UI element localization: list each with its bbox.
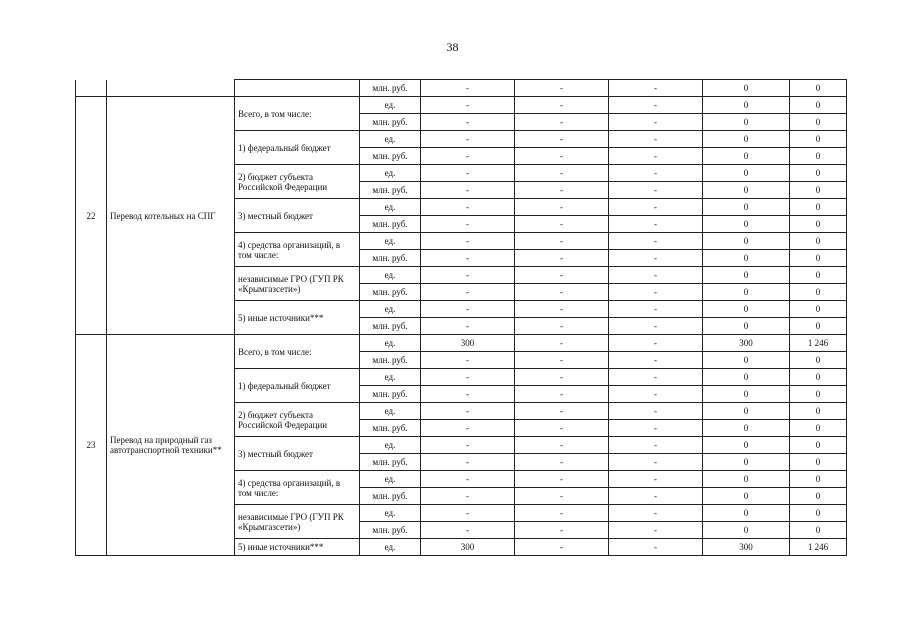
value-cell: 1 246 (790, 335, 847, 352)
funding-source: независимые ГРО (ГУП РК «Крымгазсети») (235, 267, 360, 301)
unit-cell: ед. (360, 165, 421, 182)
funding-source: 3) местный бюджет (235, 437, 360, 471)
value-cell: - (609, 318, 703, 335)
unit-cell: млн. руб. (360, 148, 421, 165)
value-cell: - (609, 80, 703, 97)
funding-source: 2) бюджет субъекта Российской Федерации (235, 403, 360, 437)
value-cell: 0 (703, 420, 790, 437)
value-cell: - (515, 233, 609, 250)
value-cell: 0 (703, 471, 790, 488)
value-cell: 0 (790, 471, 847, 488)
value-cell: - (515, 369, 609, 386)
value-cell: 0 (703, 352, 790, 369)
unit-cell: ед. (360, 505, 421, 522)
value-cell: - (515, 301, 609, 318)
value-cell: - (515, 165, 609, 182)
unit-cell: млн. руб. (360, 488, 421, 505)
value-cell: 0 (790, 216, 847, 233)
value-cell: 0 (790, 250, 847, 267)
value-cell: - (421, 284, 515, 301)
value-cell: 0 (703, 284, 790, 301)
value-cell: 0 (703, 318, 790, 335)
value-cell: 0 (790, 386, 847, 403)
value-cell: 0 (703, 233, 790, 250)
unit-cell: ед. (360, 437, 421, 454)
value-cell: 0 (790, 522, 847, 539)
value-cell: - (421, 454, 515, 471)
value-cell: 0 (703, 505, 790, 522)
unit-cell: ед. (360, 403, 421, 420)
unit-cell: млн. руб. (360, 182, 421, 199)
item-name: Перевод котельных на СПГ (107, 97, 235, 335)
item-name: Перевод на природный газ автотранспортной техники** (107, 335, 235, 556)
value-cell: - (609, 352, 703, 369)
value-cell: 0 (790, 352, 847, 369)
unit-cell: ед. (360, 233, 421, 250)
value-cell: - (421, 522, 515, 539)
value-cell: - (515, 114, 609, 131)
value-cell: - (515, 318, 609, 335)
value-cell: 0 (703, 454, 790, 471)
value-cell: - (609, 403, 703, 420)
value-cell: 0 (703, 403, 790, 420)
unit-cell: ед. (360, 199, 421, 216)
value-cell: - (515, 216, 609, 233)
item-number-cell (76, 80, 107, 97)
unit-cell: млн. руб. (360, 80, 421, 97)
value-cell: - (421, 352, 515, 369)
unit-cell: ед. (360, 335, 421, 352)
value-cell: - (421, 80, 515, 97)
value-cell: - (609, 488, 703, 505)
funding-source: 4) средства организаций, в том числе: (235, 471, 360, 505)
value-cell: - (515, 148, 609, 165)
value-cell: 0 (703, 199, 790, 216)
unit-cell: млн. руб. (360, 318, 421, 335)
value-cell: - (421, 488, 515, 505)
value-cell: - (609, 301, 703, 318)
value-cell: - (515, 505, 609, 522)
value-cell: - (609, 505, 703, 522)
unit-cell: млн. руб. (360, 420, 421, 437)
unit-cell: млн. руб. (360, 250, 421, 267)
value-cell: - (609, 539, 703, 556)
table-body (76, 80, 847, 556)
funding-source: 2) бюджет субъекта Российской Федерации (235, 165, 360, 199)
value-cell: 0 (703, 216, 790, 233)
value-cell: - (515, 131, 609, 148)
funding-source: 4) средства организаций, в том числе: (235, 233, 360, 267)
unit-cell: млн. руб. (360, 522, 421, 539)
value-cell: 0 (703, 369, 790, 386)
value-cell: 0 (703, 97, 790, 114)
value-cell: 1 246 (790, 539, 847, 556)
funding-source: 3) местный бюджет (235, 199, 360, 233)
unit-cell: млн. руб. (360, 454, 421, 471)
value-cell: - (515, 437, 609, 454)
value-cell: 300 (703, 539, 790, 556)
value-cell: - (515, 539, 609, 556)
value-cell: - (609, 250, 703, 267)
value-cell: - (421, 505, 515, 522)
value-cell: - (609, 454, 703, 471)
value-cell: 0 (703, 148, 790, 165)
value-cell: - (609, 471, 703, 488)
value-cell: - (609, 369, 703, 386)
value-cell: 0 (790, 233, 847, 250)
unit-cell: млн. руб. (360, 216, 421, 233)
value-cell: - (421, 250, 515, 267)
value-cell: 0 (703, 301, 790, 318)
value-cell: 0 (703, 437, 790, 454)
value-cell: 300 (421, 539, 515, 556)
value-cell: - (609, 97, 703, 114)
value-cell: - (421, 369, 515, 386)
value-cell: 0 (790, 80, 847, 97)
value-cell: 0 (790, 284, 847, 301)
funding-source: 1) федеральный бюджет (235, 131, 360, 165)
value-cell: 0 (790, 148, 847, 165)
value-cell: 0 (703, 522, 790, 539)
value-cell: 0 (790, 420, 847, 437)
funding-source: 5) иные источники*** (235, 539, 360, 556)
value-cell: - (515, 420, 609, 437)
value-cell: - (421, 301, 515, 318)
value-cell: 0 (703, 182, 790, 199)
table-row (76, 97, 847, 114)
value-cell: - (421, 267, 515, 284)
data-table (75, 79, 847, 556)
value-cell: - (609, 199, 703, 216)
value-cell: 0 (790, 488, 847, 505)
value-cell: - (609, 216, 703, 233)
item-number: 22 (76, 97, 107, 335)
value-cell: 0 (790, 318, 847, 335)
value-cell: - (609, 420, 703, 437)
value-cell: - (515, 250, 609, 267)
value-cell: - (515, 284, 609, 301)
value-cell: 0 (790, 403, 847, 420)
value-cell: - (421, 131, 515, 148)
unit-cell: ед. (360, 267, 421, 284)
funding-source: 1) федеральный бюджет (235, 369, 360, 403)
value-cell: - (421, 318, 515, 335)
value-cell: 0 (790, 199, 847, 216)
unit-cell: ед. (360, 539, 421, 556)
value-cell: - (515, 267, 609, 284)
table-row (76, 80, 847, 97)
value-cell: - (609, 148, 703, 165)
value-cell: - (515, 522, 609, 539)
value-cell: 0 (790, 301, 847, 318)
value-cell: 0 (790, 182, 847, 199)
value-cell: - (421, 216, 515, 233)
value-cell: 0 (703, 250, 790, 267)
value-cell: 0 (790, 131, 847, 148)
unit-cell: ед. (360, 471, 421, 488)
value-cell: - (421, 148, 515, 165)
value-cell: - (515, 80, 609, 97)
value-cell: 0 (790, 165, 847, 182)
value-cell: - (421, 471, 515, 488)
unit-cell: млн. руб. (360, 386, 421, 403)
value-cell: - (515, 488, 609, 505)
value-cell: 0 (790, 505, 847, 522)
value-cell: - (421, 437, 515, 454)
value-cell: 0 (703, 267, 790, 284)
funding-source: Всего, в том числе: (235, 97, 360, 131)
value-cell: 300 (421, 335, 515, 352)
value-cell: - (421, 114, 515, 131)
value-cell: 0 (790, 369, 847, 386)
table-row (76, 335, 847, 352)
value-cell: - (421, 199, 515, 216)
value-cell: - (421, 165, 515, 182)
value-cell: - (515, 352, 609, 369)
funding-source: Всего, в том числе: (235, 335, 360, 369)
value-cell: - (421, 420, 515, 437)
value-cell: 300 (703, 335, 790, 352)
unit-cell: ед. (360, 97, 421, 114)
value-cell: - (609, 165, 703, 182)
unit-cell: ед. (360, 369, 421, 386)
value-cell: 0 (703, 80, 790, 97)
unit-cell: млн. руб. (360, 352, 421, 369)
value-cell: - (515, 403, 609, 420)
value-cell: 0 (790, 267, 847, 284)
value-cell: - (609, 267, 703, 284)
value-cell: - (609, 233, 703, 250)
value-cell: - (609, 437, 703, 454)
value-cell: - (515, 471, 609, 488)
value-cell: - (421, 386, 515, 403)
page-number: 38 (446, 40, 459, 54)
unit-cell: млн. руб. (360, 114, 421, 131)
value-cell: - (515, 97, 609, 114)
value-cell: 0 (790, 437, 847, 454)
value-cell: 0 (703, 386, 790, 403)
value-cell: - (609, 131, 703, 148)
value-cell: - (515, 182, 609, 199)
value-cell: - (421, 233, 515, 250)
value-cell: - (515, 199, 609, 216)
value-cell: - (609, 182, 703, 199)
item-name-cell (107, 80, 235, 97)
value-cell: - (515, 335, 609, 352)
value-cell: - (421, 403, 515, 420)
value-cell: - (421, 182, 515, 199)
funding-source: 5) иные источники*** (235, 301, 360, 335)
value-cell: - (421, 97, 515, 114)
value-cell: 0 (703, 165, 790, 182)
value-cell: - (609, 114, 703, 131)
item-number: 23 (76, 335, 107, 556)
value-cell: - (515, 386, 609, 403)
value-cell: - (609, 284, 703, 301)
value-cell: 0 (790, 454, 847, 471)
value-cell: - (515, 454, 609, 471)
value-cell: 0 (790, 114, 847, 131)
value-cell: 0 (703, 488, 790, 505)
unit-cell: млн. руб. (360, 284, 421, 301)
value-cell: 0 (790, 97, 847, 114)
unit-cell: ед. (360, 131, 421, 148)
source-cell (235, 80, 360, 97)
value-cell: - (609, 522, 703, 539)
value-cell: 0 (703, 114, 790, 131)
value-cell: - (609, 335, 703, 352)
unit-cell: ед. (360, 301, 421, 318)
funding-source: независимые ГРО (ГУП РК «Крымгазсети») (235, 505, 360, 539)
value-cell: - (609, 386, 703, 403)
value-cell: 0 (703, 131, 790, 148)
